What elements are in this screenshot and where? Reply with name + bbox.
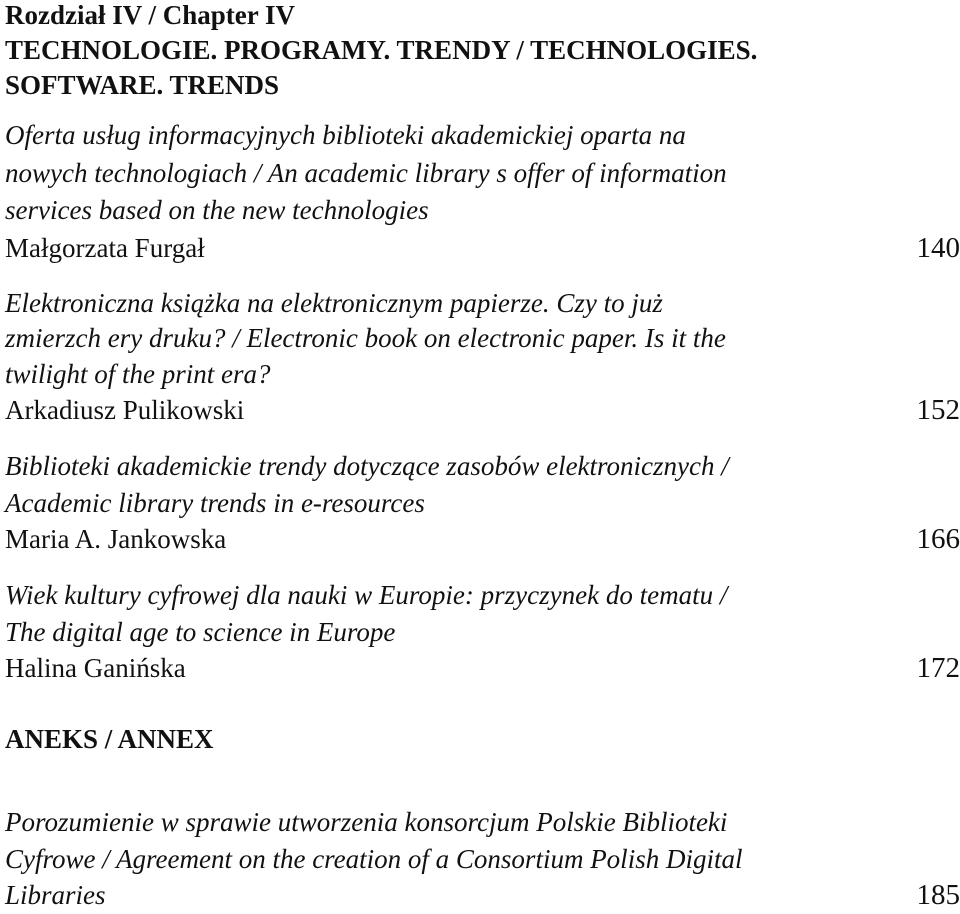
toc-entry xyxy=(5,577,960,687)
entry-page-number: 140 xyxy=(917,230,960,267)
entry-page-number: 185 xyxy=(917,877,960,914)
entry-title-line: Academic library trends in e-resources xyxy=(5,485,885,522)
entry-author: Halina Ganińska xyxy=(5,650,960,687)
table-of-contents xyxy=(5,0,960,914)
entry-title xyxy=(5,117,885,230)
entry-title-line: zmierzch ery druku? / Electronic book on electronic paper. Is it the xyxy=(5,321,885,357)
chapter-heading-line-1: Rozdział IV / Chapter IV xyxy=(5,0,960,33)
toc-entry xyxy=(5,804,960,914)
entry-title-line: nowych technologiach / An academic library s offer of information xyxy=(5,155,885,193)
entry-title-line: services based on the new technologies xyxy=(5,192,885,230)
entry-title xyxy=(5,448,885,521)
entry-title-line: twilight of the print era? xyxy=(5,357,885,393)
toc-entry xyxy=(5,117,960,267)
entry-title-line: The digital age to science in Europe xyxy=(5,614,885,651)
toc-entry xyxy=(5,286,960,430)
chapter-heading-line-3: SOFTWARE. TRENDS xyxy=(5,68,960,103)
entry-title xyxy=(5,286,885,393)
entry-title xyxy=(5,577,885,650)
entry-author: Małgorzata Furgał xyxy=(5,230,960,267)
entry-author: Maria A. Jankowska xyxy=(5,521,960,558)
chapter-heading-line-2: TECHNOLOGIE. PROGRAMY. TRENDY / TECHNOLOGIES. xyxy=(5,33,960,68)
entry-title-line: Oferta usług informacyjnych biblioteki akademickiej oparta na xyxy=(5,117,885,155)
chapter-heading xyxy=(5,0,960,103)
entry-title-line: Elektroniczna książka na elektronicznym papierze. Czy to już xyxy=(5,286,885,322)
entry-title xyxy=(5,804,885,914)
entry-page-number: 166 xyxy=(917,521,960,558)
entry-title-line: Biblioteki akademickie trendy dotyczące zasobów elektronicznych / xyxy=(5,448,885,485)
entry-title-line: Porozumienie w sprawie utworzenia konsorcjum Polskie Biblioteki xyxy=(5,804,885,841)
entry-title-line: Wiek kultury cyfrowej dla nauki w Europie: przyczynek do tematu / xyxy=(5,577,885,614)
toc-entry xyxy=(5,448,960,558)
entry-title-line: Cyfrowe / Agreement on the creation of a Consortium Polish Digital xyxy=(5,841,885,878)
entry-page-number: 152 xyxy=(917,392,960,429)
entry-author: Arkadiusz Pulikowski xyxy=(5,392,960,429)
entry-title-line: Libraries xyxy=(5,877,885,914)
annex-heading: ANEKS / ANNEX xyxy=(5,722,960,757)
entry-page-number: 172 xyxy=(917,650,960,687)
